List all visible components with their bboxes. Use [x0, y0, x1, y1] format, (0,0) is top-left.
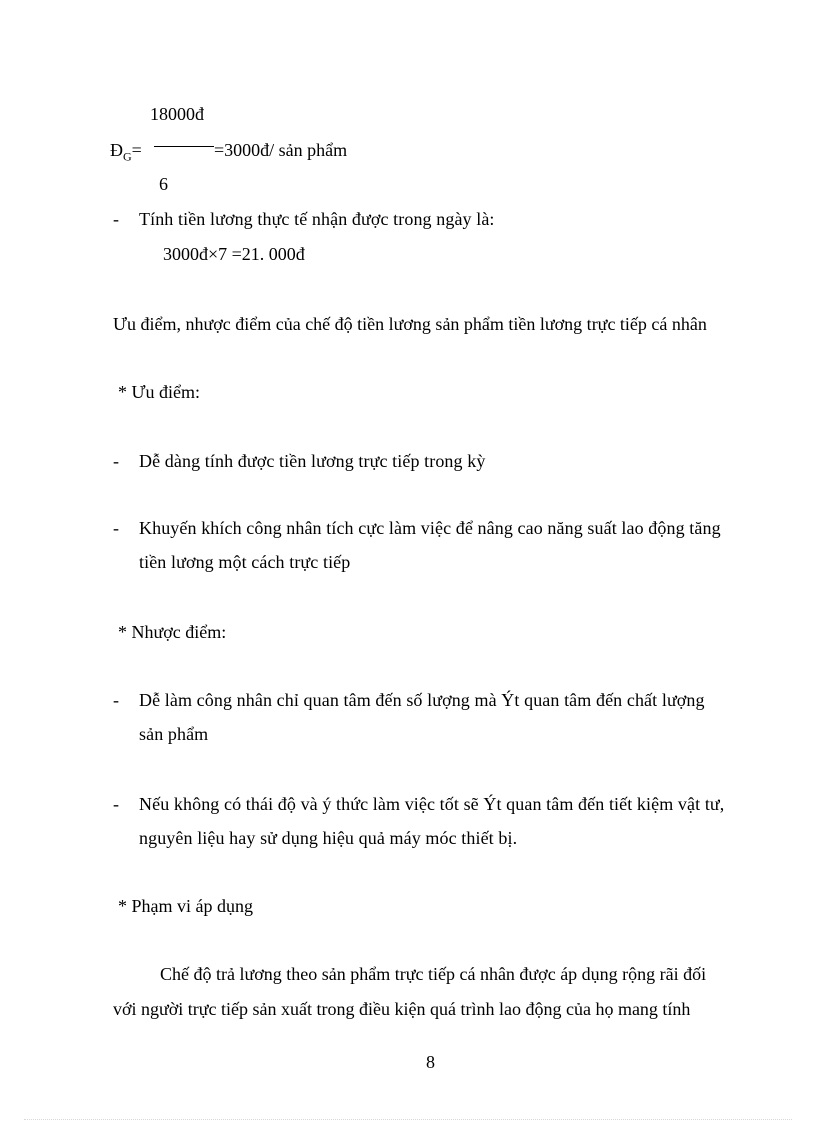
disadvantages-heading: * Nhược điểm: [118, 622, 227, 642]
formula-lhs [110, 141, 142, 163]
formula-result: =3000đ/ sản phẩm [214, 140, 348, 160]
disadvantage-bullet: - [113, 794, 119, 814]
scope-heading: * Phạm vi áp dụng [118, 896, 253, 916]
calc-result: 3000đ×7 =21. 000đ [163, 244, 305, 264]
advantage-item-text-continued: tiền lương một cách trực tiếp [139, 552, 351, 572]
section-heading: Ưu điểm, nhược điểm của chế độ tiền lương sản phẩm tiền lương trực tiếp cá nhân [113, 314, 707, 334]
formula-lhs-symbol: Đ [110, 140, 123, 160]
calc-text: Tính tiền lương thực tế nhận được trong ngày là: [139, 209, 495, 229]
advantages-heading: * Ưu điểm: [118, 382, 200, 402]
formula-denominator: 6 [159, 174, 168, 194]
disadvantage-item-text: Dễ làm công nhân chỉ quan tâm đến số lượng mà Ýt quan tâm đến chất lượng [139, 690, 705, 710]
disadvantage-item-text: Nếu không có thái độ và ý thức làm việc tốt sẽ Ýt quan tâm đến tiết kiệm vật tư, [139, 794, 725, 814]
advantage-bullet: - [113, 518, 119, 538]
advantage-bullet: - [113, 451, 119, 471]
scope-paragraph-line: với người trực tiếp sản xuất trong điều kiện quá trình lao động của họ mang tính [113, 999, 691, 1019]
formula-numerator: 18000đ [150, 104, 204, 124]
advantage-item-text: Khuyến khích công nhân tích cực làm việc để nâng cao năng suất lao động tăng [139, 518, 721, 538]
disadvantage-bullet: - [113, 690, 119, 710]
disadvantage-item-text-continued: sản phẩm [139, 724, 209, 744]
page-number: 8 [426, 1052, 435, 1072]
fraction-bar [154, 146, 214, 147]
disadvantage-item-text-continued: nguyên liệu hay sử dụng hiệu quả máy móc thiết bị. [139, 828, 518, 848]
page-bottom-edge [24, 1119, 792, 1120]
formula-lhs-subscript: G [123, 149, 132, 164]
formula-lhs-equals: = [131, 140, 142, 160]
scope-paragraph-line: Chế độ trả lương theo sản phẩm trực tiếp cá nhân được áp dụng rộng rãi đối [160, 964, 707, 984]
calc-bullet: - [113, 209, 119, 229]
advantage-item-text: Dễ dàng tính được tiền lương trực tiếp trong kỳ [139, 451, 486, 471]
